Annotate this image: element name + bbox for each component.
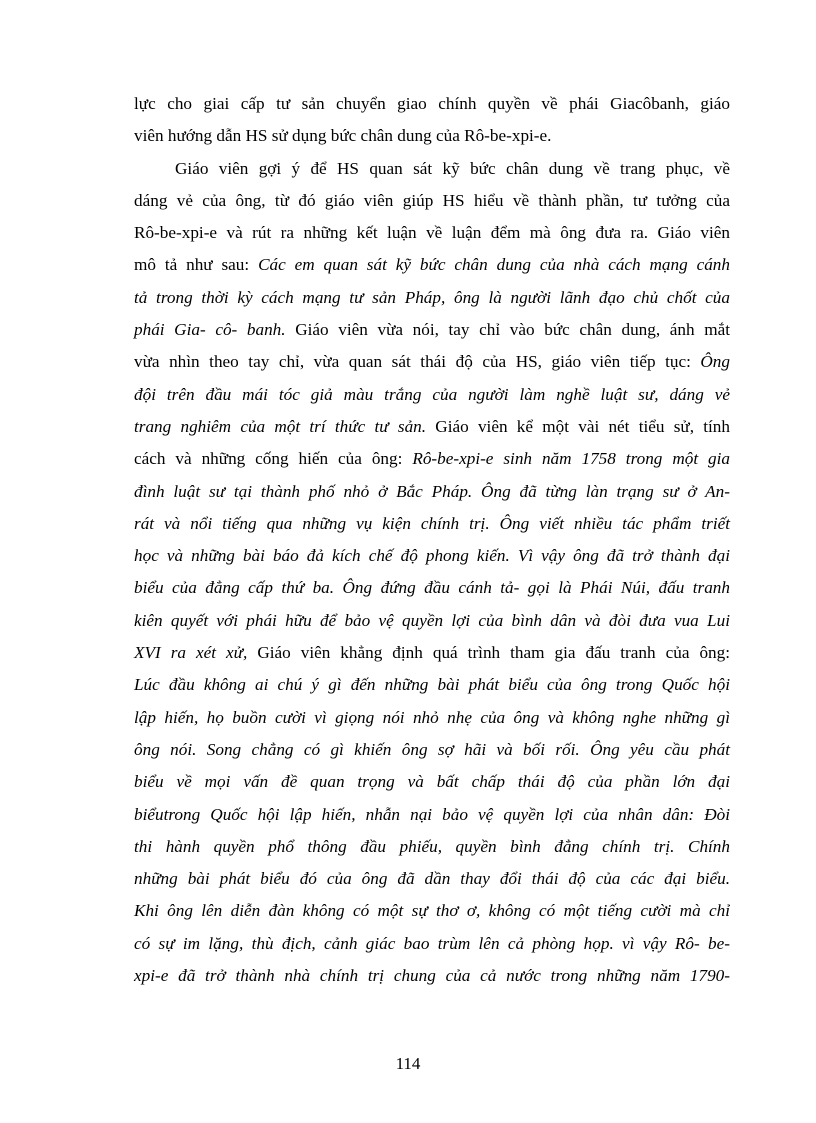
- document-body: [134, 88, 730, 992]
- italic-text-segment: Các em quan sát kỹ bức chân dung của nhà cách mạng cánh: [258, 255, 730, 275]
- text-line: [134, 766, 730, 798]
- text-line: [134, 314, 730, 346]
- text-line: [134, 411, 730, 443]
- text-segment: cách và những cống hiến của ông:: [134, 449, 413, 469]
- page-number: 114: [395, 1054, 421, 1073]
- text-line: [134, 928, 730, 960]
- text-line: [134, 895, 730, 927]
- italic-text-segment: học và những bài báo đả kích chế độ phong kiến. Vì vậy ông đã trở thành đại: [134, 546, 730, 566]
- text-line: [134, 443, 730, 475]
- italic-text-segment: trang nghiêm của một trí thức tư sản.: [134, 416, 427, 436]
- text-line: [134, 346, 730, 378]
- text-segment: viên hướng dẫn HS sử dụng bức chân dung của Rô-be-xpi-e.: [134, 126, 552, 146]
- italic-text-segment: thi hành quyền phổ thông đầu phiếu, quyền bình đẳng chính trị. Chính: [134, 836, 730, 856]
- text-line: [134, 669, 730, 701]
- italic-text-segment: biểutrong Quốc hội lập hiến, nhẫn nại bảo vệ quyền lợi của nhân dân: Đòi: [134, 804, 730, 824]
- text-segment: lực cho giai cấp tư sản chuyển giao chính quyền về phái Giacôbanh, giáo: [134, 94, 730, 113]
- italic-text-segment: đình luật sư tại thành phố nhỏ ở Bắc Pháp. Ông đã từng làn trạng sư ở An-: [134, 481, 730, 501]
- italic-text-segment: Rô-be-xpi-e sinh năm 1758 trong một gia: [412, 449, 730, 469]
- text-line: [134, 379, 730, 411]
- text-segment: Giáo viên gợi ý để HS quan sát kỹ bức chân dung về trang phục, về: [175, 158, 730, 178]
- text-line: [134, 734, 730, 766]
- text-line: [134, 799, 730, 831]
- text-segment: Giáo viên kể một vài nét tiểu sử, tính: [426, 416, 730, 436]
- text-line: [134, 572, 730, 604]
- italic-text-segment: phái Gia- cô- banh.: [134, 320, 286, 340]
- text-segment: dáng vẻ của ông, từ đó giáo viên giúp HS hiểu về thành phần, tư tưởng của: [134, 190, 730, 210]
- italic-text-segment: XVI ra xét xử,: [134, 643, 248, 663]
- text-line: [134, 153, 730, 185]
- text-segment: Rô-be-xpi-e và rút ra những kết luận về luận đểm mà ông đưa ra. Giáo viên: [134, 223, 730, 243]
- text-segment: mô tả như sau:: [134, 255, 259, 275]
- italic-text-segment: biểu của đẳng cấp thứ ba. Ông đứng đầu cánh tả- gọi là Phái Núi, đấu tranh: [134, 578, 730, 598]
- text-line: [134, 120, 730, 152]
- text-line: [134, 217, 730, 249]
- italic-text-segment: xpi-e đã trở thành nhà chính trị chung của cả nước trong những năm 1790-: [134, 966, 730, 986]
- italic-text-segment: biểu về mọi vấn đề quan trọng và bất chấp thái độ của phần lớn đại: [134, 772, 730, 792]
- text-line: [134, 88, 730, 120]
- text-line: [134, 249, 730, 281]
- text-line: [134, 637, 730, 669]
- italic-text-segment: ông nói. Song chẳng có gì khiến ông sợ hãi và bối rối. Ông yêu cầu phát: [134, 739, 730, 759]
- text-segment: Giáo viên vừa nói, tay chỉ vào bức chân dung, ánh mắt: [285, 320, 730, 340]
- text-segment: Giáo viên khẳng định quá trình tham gia đấu tranh của ông:: [247, 643, 730, 663]
- text-line: [134, 185, 730, 217]
- italic-text-segment: Khi ông lên diễn đàn không có một sự thơ ơ, không có một tiếng cười mà chỉ: [134, 901, 730, 921]
- italic-text-segment: những bài phát biểu đó của ông đã dần thay đổi thái độ của các đại biểu.: [134, 869, 730, 889]
- text-line: [134, 508, 730, 540]
- text-segment: vừa nhìn theo tay chỉ, vừa quan sát thái độ của HS, giáo viên tiếp tục:: [134, 352, 701, 372]
- italic-text-segment: lập hiến, họ buồn cười vì giọng nói nhỏ nhẹ của ông và không nghe những gì: [134, 707, 730, 727]
- text-line: [134, 863, 730, 895]
- italic-text-segment: tả trong thời kỳ cách mạng tư sản Pháp, ông là người lãnh đạo chủ chốt của: [134, 287, 730, 307]
- text-line: [134, 282, 730, 314]
- text-line: [134, 702, 730, 734]
- italic-text-segment: đội trên đầu mái tóc giả màu trắng của người làm nghề luật sư, dáng vẻ: [134, 384, 730, 404]
- text-line: [134, 831, 730, 863]
- italic-text-segment: rát và nổi tiếng qua những vụ kiện chính trị. Ông viết nhiều tác phẩm triết: [134, 513, 730, 533]
- italic-text-segment: Lúc đầu không ai chú ý gì đến những bài phát biểu của ông trong Quốc hội: [134, 675, 730, 695]
- text-line: [134, 960, 730, 992]
- italic-text-segment: có sự im lặng, thù địch, cảnh giác bao trùm lên cả phòng họp. vì vậy Rô- be-: [134, 933, 730, 953]
- text-line: [134, 540, 730, 572]
- text-line: [134, 476, 730, 508]
- italic-text-segment: kiên quyết với phái hữu để bảo vệ quyền lợi của bình dân và đòi đưa vua Lui: [134, 610, 730, 630]
- text-line: [134, 605, 730, 637]
- italic-text-segment: Ông: [700, 352, 730, 372]
